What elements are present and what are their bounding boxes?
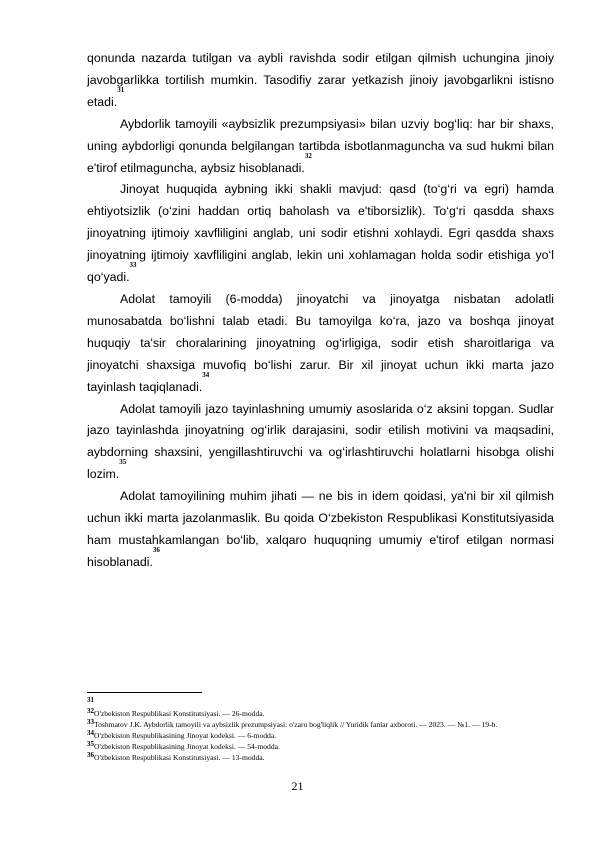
paragraph: Jinoyat huquqida aybning ikki shakli mavjud: qasd (to‘g‘ri va egri) hamda ehtiyotsizlik (o‘zini haddan ortiq baholash va e'tiborsizlik). To‘g‘ri qasdda shaxs jinoyatning ijtimoiy xavfliligini anglab, uni sodir etishni xohlaydi. Egri qasdda shaxs jinoyatning ijtimoiy xavfliligini anglab, lekin uni xohlamagan holda sodir etishiga yo‘l qo‘yadi.$^{33}$ xyxy=(87,182,554,285)
footnote-ref[interactable]: 34 xyxy=(202,370,210,379)
footnote-ref[interactable]: 32 xyxy=(304,151,312,160)
body-text xyxy=(87,48,554,574)
paragraph: qonunda nazarda tutilgan va aybli ravishda sodir etilgan qilmish uchungina jinoiy javobgarlikka tortilish mumkin. Tasodifiy zarar yetkazish jinoiy javobgarlikni istisno etadi.$^{31}$ xyxy=(87,51,554,109)
footnote: 32O'zbekiston Respublikasi Konstitutsiyasi. — 26-modda. xyxy=(87,707,265,718)
page-number: 21 xyxy=(291,779,304,793)
paragraph: Aybdorlik tamoyili «aybsizlik prezumpsiyasi» bilan uzviy bog‘liq: har bir shaxs, uning aybdorligi qonunda belgilangan tartibda isbotlanmaguncha va sud hukmi bilan e'tirof etilmaguncha, aybsiz hisoblanadi.$^{32}$ xyxy=(87,116,554,175)
footnote-ref[interactable]: 36 xyxy=(152,545,160,554)
paragraph: Adolat tamoyili (6-modda) jinoyatchi va jinoyatga nisbatan adolatli munosabatda bo‘lishni talab etadi. Bu tamoyilga ko‘ra, jazo va boshqa jinoyat huquqiy ta'sir choralarining jinoyatning og‘irligiga, sodir etish sharoitlariga va jinoyatchi shaxsiga muvofiq bo‘lishi zarur. Bir xil jinoyat uchun ikki marta jazo tayinlash taqiqlanadi.$^{34}$ xyxy=(87,291,554,394)
footnote-ref[interactable]: 35 xyxy=(119,458,127,467)
footnote: 36O'zbekiston Respublikasi Konstitutsiyasi. — 13-modda. xyxy=(87,751,265,762)
paragraph: Adolat tamoyili jazo tayinlashning umumiy asoslarida o‘z aksini topgan. Sudlar jazo tayinlashda jinoyatning og‘irlik darajasini, sodir etilish motivini va maqsadini, aybdorning shaxsini, yengillashtiruvchi va og‘irlashtiruvchi holatlarni hisobga olishi lozim.$^{35}$ xyxy=(87,401,554,482)
footnote: 31 xyxy=(87,696,94,704)
footnote: 35O'zbekiston Respublikasining Jinoyat kodeksi. — 54-modda. xyxy=(87,740,280,751)
footnote-divider xyxy=(87,692,202,693)
footnote: 34O'zbekiston Respublikasining Jinoyat kodeksi. — 6-modda. xyxy=(87,729,277,740)
footnotes xyxy=(87,697,554,763)
footnote: 33Toshmatov J.K. Aybdorlik tamoyili va aybsizlik prezumpsiyasi: o'zaro bog'liqlik // Yuridik fanlar axboroti. — 2023. — №1. — 19-b. xyxy=(87,718,498,729)
footnote-ref[interactable]: 33 xyxy=(129,261,137,270)
footnote-ref[interactable]: 31 xyxy=(117,85,125,94)
paragraph: Adolat tamoyilining muhim jihati — ne bis in idem qoidasi, ya'ni bir xil qilmish uchun ikki marta jazolanmaslik. Bu qoida O‘zbekiston Respublikasi Konstitutsiyasida ham mustahkamlangan bo‘lib, xalqaro huquqning umumiy e'tirof etilgan normasi hisoblanadi.$^{36}$ xyxy=(87,489,554,569)
